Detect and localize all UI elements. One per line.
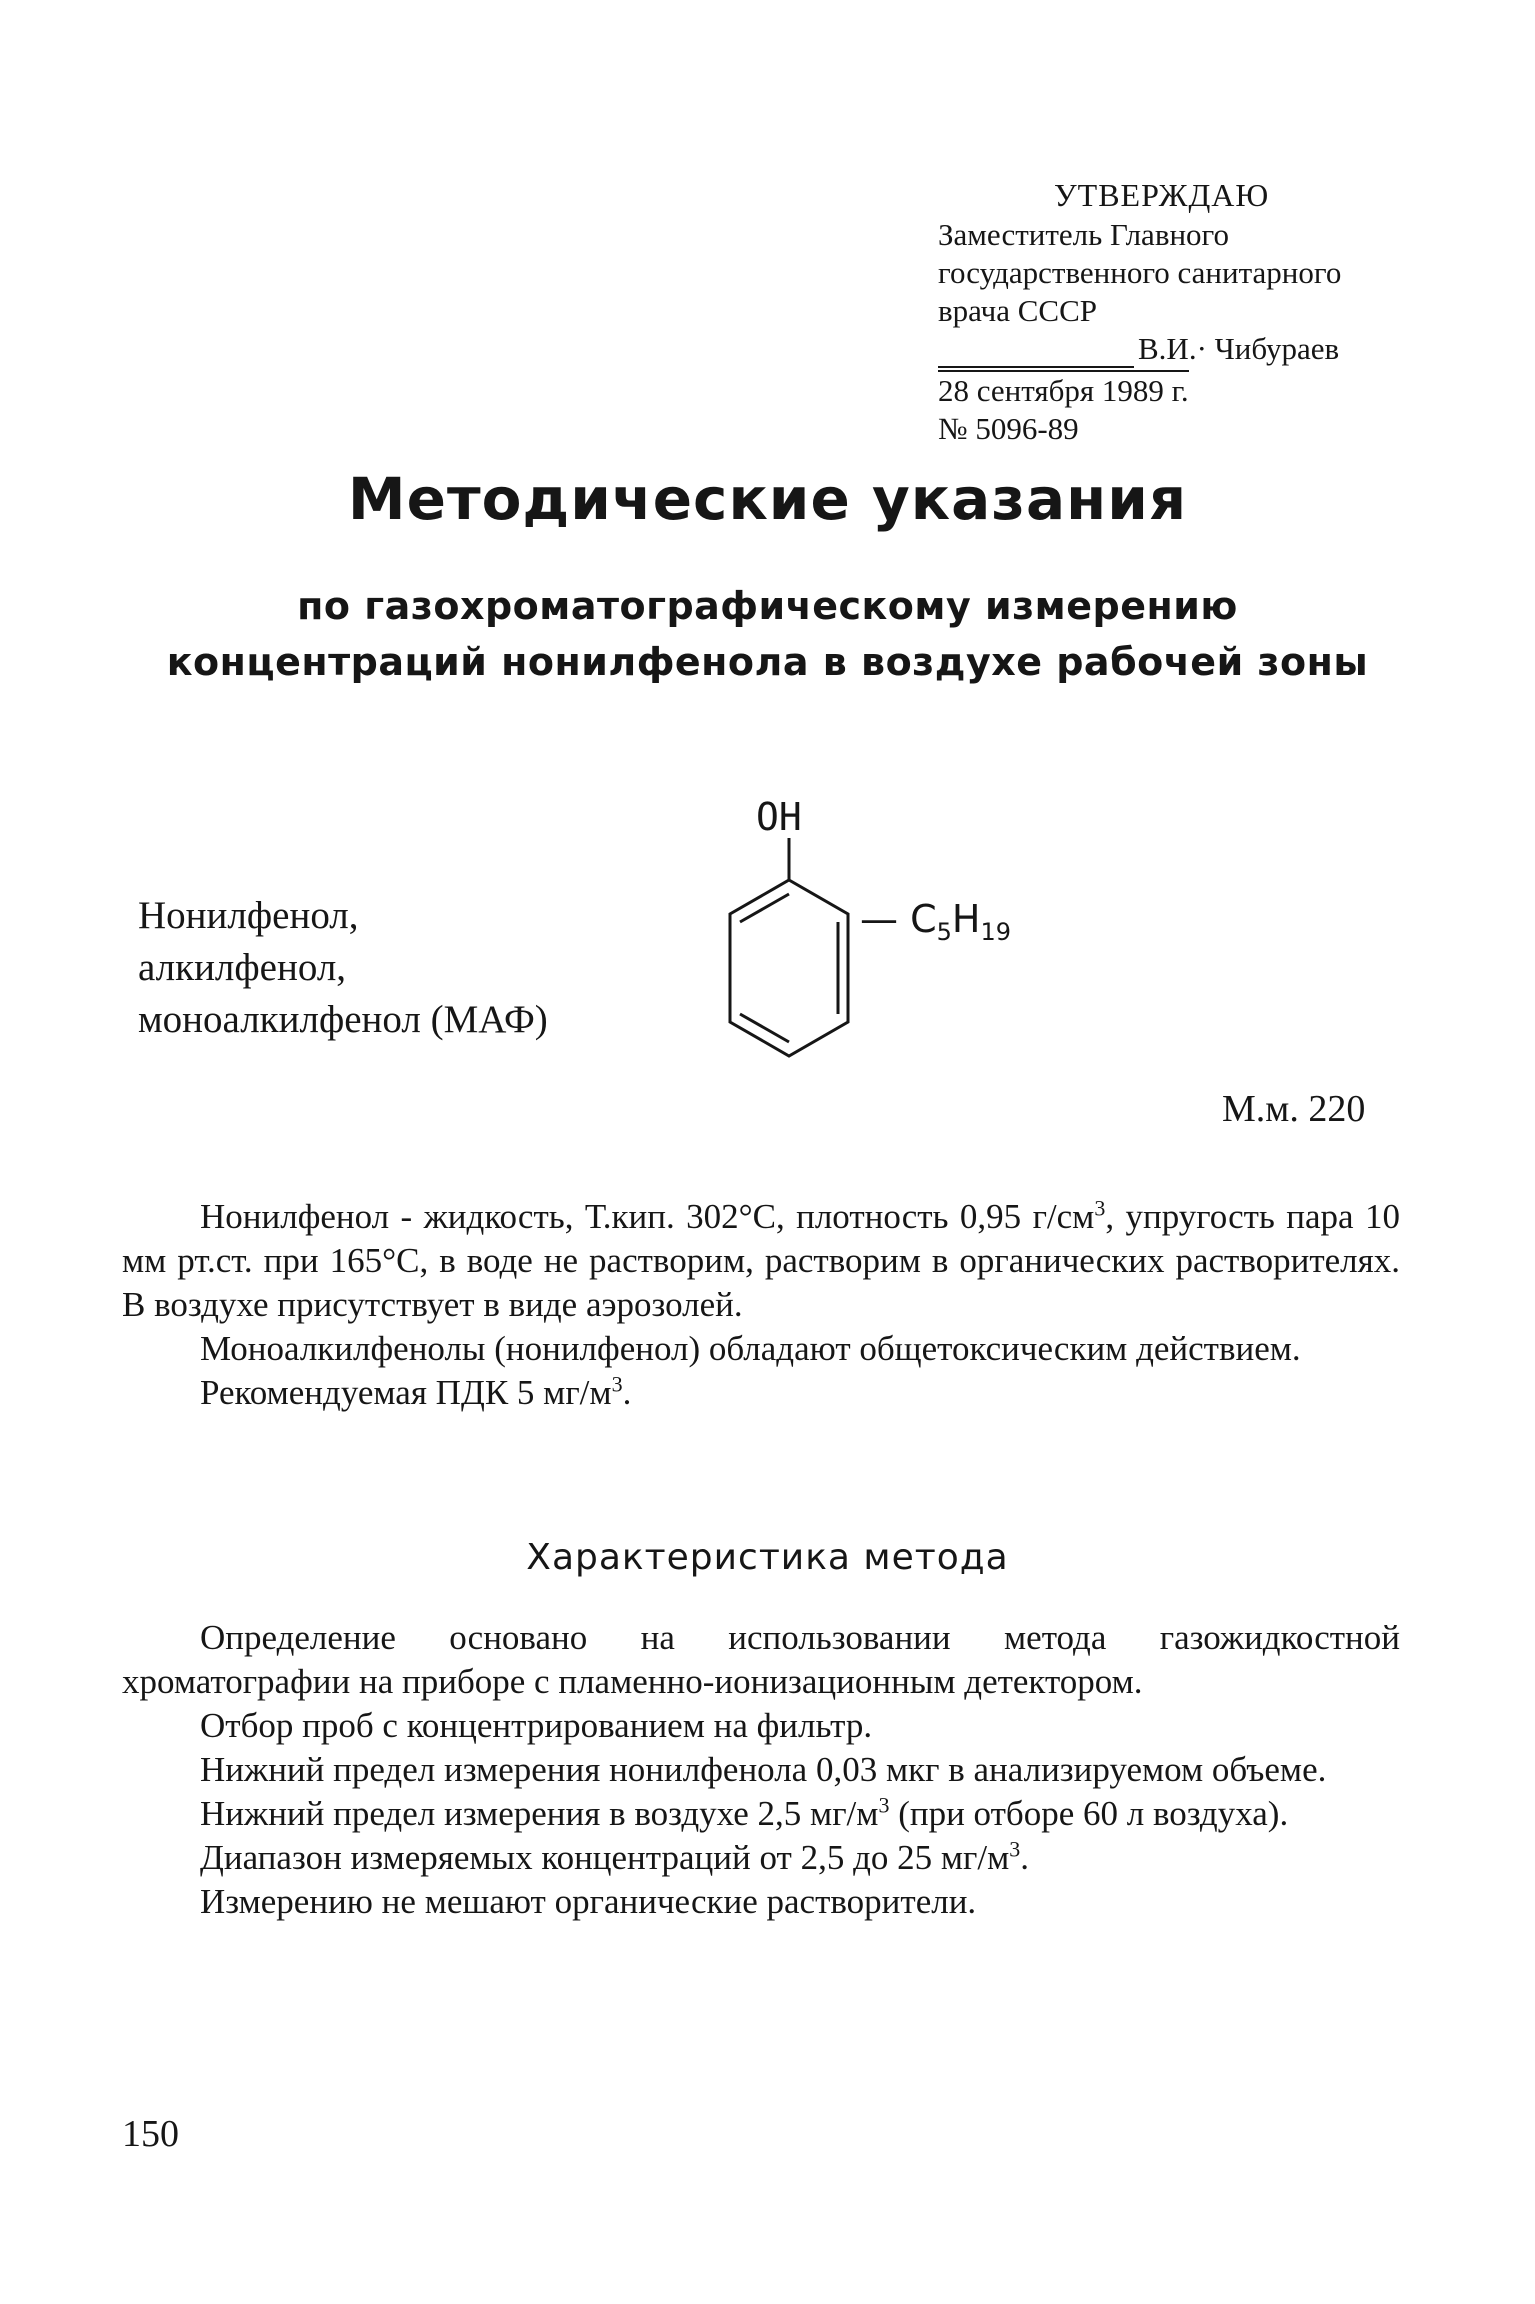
compound-name-2: алкилфенол,	[138, 946, 347, 989]
approval-line-1: Заместитель Главного	[938, 217, 1229, 252]
document-title: Методические указания	[347, 465, 1188, 533]
formula-substituent: — $C_5H_{19}$	[860, 897, 1012, 946]
formula-oh: OH	[756, 795, 802, 839]
double-bond-3	[740, 1014, 789, 1042]
structural-formula	[700, 780, 1060, 1140]
method-paragraph-4: Нижний предел измерения в воздухе 2,5 $мг/м^3$ (при отборе 60 л воздуха).	[200, 1792, 1289, 1833]
approval-block	[938, 176, 1408, 448]
method-paragraph-1: Определение основано на использовании метода газожидкостной хроматографии на приборе с пламенно-ионизационным детектором.	[122, 1618, 1400, 1701]
property-paragraph-1: Нонилфенол - жидкость, Т.кип. 302°С, плотность 0,95 $г/см^3$, упругость пара 10 мм рт.ст. при 165°С, в воде не растворим, растворим в органических растворителях. В воздухе присутствует в виде аэрозолей.	[122, 1195, 1400, 1324]
compound-names	[138, 890, 548, 1046]
approval-heading: УТВЕРЖДАЮ	[1054, 177, 1270, 213]
signature-line	[938, 330, 1408, 368]
molecular-weight: М.м. 220	[1222, 1088, 1366, 1130]
approval-number: № 5096-89	[938, 411, 1079, 446]
benzene-ring	[730, 880, 848, 1056]
method-paragraph-6: Измерению не мешают органические растворители.	[200, 1882, 977, 1921]
method-paragraph-3: Нижний предел измерения нонилфенола 0,03 мкг в анализируемом объеме.	[200, 1750, 1327, 1789]
approval-line-2: государственного санитарного	[938, 255, 1342, 290]
signature-name: В.И.· Чибураев	[1138, 331, 1340, 366]
property-paragraph-3: Рекомендуемая ПДК 5 $мг/м^3$.	[200, 1371, 632, 1412]
subtitle-line-2: концентраций нонилфенола в воздухе рабочей зоны	[166, 640, 1369, 684]
compound-name-1: Нонилфенол,	[138, 894, 359, 937]
double-bond-1	[740, 894, 789, 922]
approval-line-3: врача СССР	[938, 293, 1098, 328]
approval-date: 28 сентября 1989 г.	[938, 370, 1189, 410]
method-paragraph-2: Отбор проб с концентрированием на фильтр.	[200, 1706, 873, 1745]
document-subtitle	[0, 578, 1535, 690]
properties-section	[122, 1195, 1400, 1415]
method-section	[122, 1616, 1400, 1924]
subtitle-line-1: по газохроматографическому измерению	[297, 584, 1238, 628]
method-paragraph-5: Диапазон измеряемых концентраций от 2,5 до 25 $мг/м^3$.	[200, 1836, 1030, 1877]
signature-blank	[938, 336, 1134, 368]
property-paragraph-2: Моноалкилфенолы (нонилфенол) обладают общетоксическим действием.	[200, 1329, 1301, 1368]
method-heading: Характеристика метода	[526, 1537, 1009, 1578]
page-number: 150	[122, 2113, 179, 2155]
compound-name-3: моноалкилфенол (МАФ)	[138, 998, 548, 1041]
